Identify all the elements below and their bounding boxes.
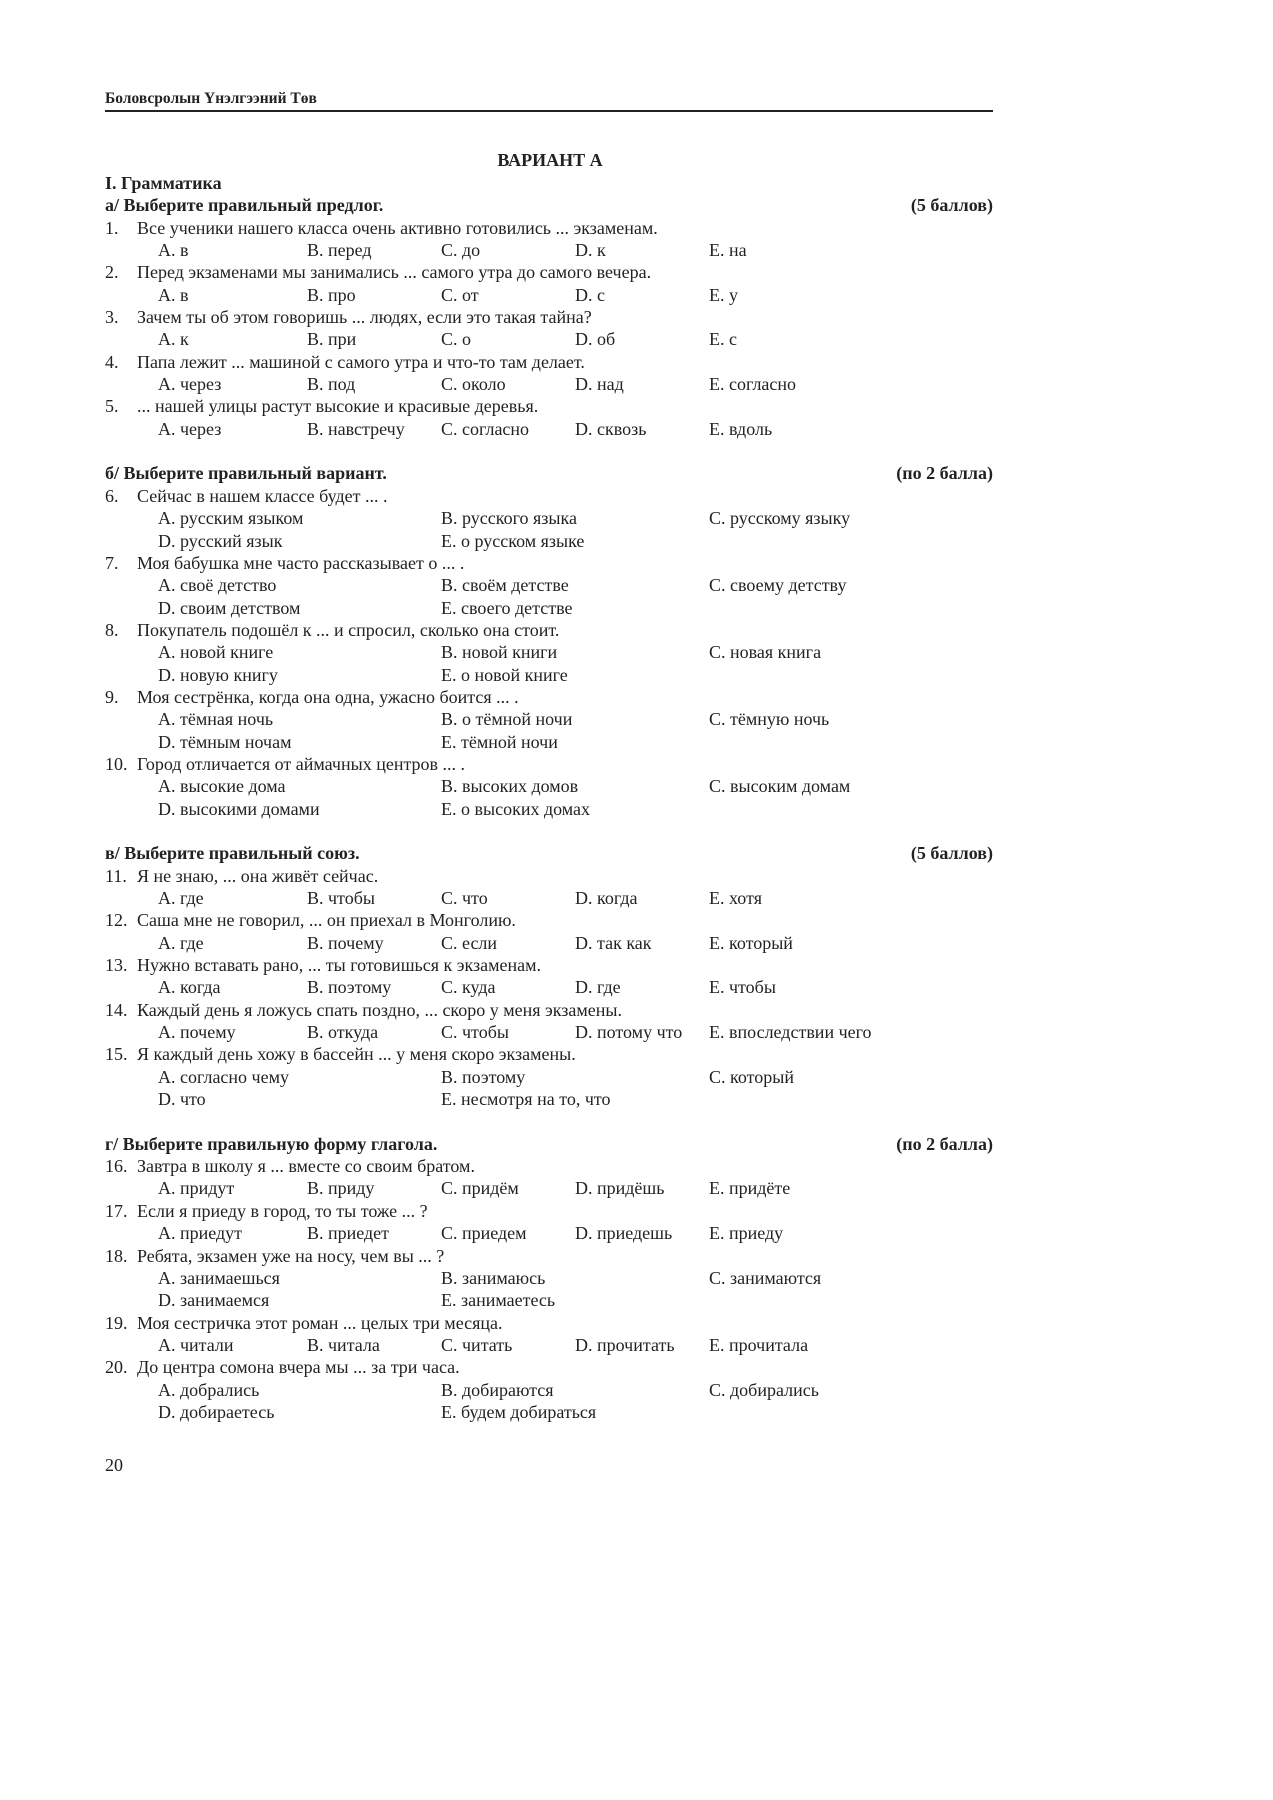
options-row — [105, 239, 993, 261]
question-text: Папа лежит ... машиной с самого утра и что-то там делает. — [137, 351, 585, 372]
answer-option: D. добираетесь — [158, 1401, 275, 1422]
options-row — [105, 731, 993, 753]
options-row — [105, 708, 993, 730]
answer-option: C. что — [441, 888, 488, 908]
question-text: Город отличается от аймачных центров ... . — [137, 753, 466, 774]
answer-option: A. читали — [158, 1334, 234, 1355]
answer-option: B. высоких домов — [441, 776, 579, 797]
section-points: (по 2 балла) — [896, 463, 993, 484]
answer-option: A. согласно чему — [158, 1066, 289, 1087]
answer-option: A. в — [158, 284, 189, 305]
section-title: г/ Выберите правильную форму глагола. — [105, 1133, 438, 1154]
question — [105, 954, 993, 976]
question-number: 12. — [105, 910, 128, 931]
answer-option: E. занимаетесь — [441, 1290, 556, 1311]
answer-option: C. придём — [441, 1178, 519, 1199]
question-text: Покупатель подошёл к ... и спросил, сколько она стоит. — [137, 619, 560, 640]
options-row — [105, 1222, 993, 1244]
blank-line — [105, 820, 993, 842]
answer-option: C. от — [441, 284, 479, 305]
answer-option: C. чтобы — [441, 1022, 509, 1043]
question — [105, 619, 993, 641]
question-number: 15. — [105, 1044, 128, 1065]
answer-option: C. согласно — [441, 418, 530, 439]
answer-option: E. на — [709, 240, 747, 261]
answer-option: B. русского языка — [441, 508, 577, 529]
question-number: 20. — [105, 1357, 128, 1378]
options-row — [105, 1267, 993, 1289]
question-number: 5. — [105, 396, 119, 417]
options-row — [105, 1088, 993, 1110]
section-points: (по 2 балла) — [896, 1133, 993, 1154]
answer-option: B. читала — [307, 1334, 380, 1355]
answer-option: C. приедем — [441, 1223, 527, 1244]
answer-option: D. над — [575, 374, 624, 395]
answer-option: D. прочитать — [575, 1334, 675, 1355]
options-row — [105, 798, 993, 820]
answer-option: D. своим детством — [158, 597, 301, 618]
answer-option: C. высоким домам — [709, 776, 851, 797]
question-number: 16. — [105, 1156, 128, 1177]
answer-option: C. русскому языку — [709, 508, 851, 529]
answer-option: E. тёмной ночи — [441, 731, 558, 752]
answer-option: C. до — [441, 240, 481, 261]
answer-option: A. где — [158, 932, 204, 953]
answer-option: B. поэтому — [307, 977, 392, 998]
question — [105, 552, 993, 574]
answer-option: E. с — [709, 329, 737, 350]
question — [105, 306, 993, 328]
answer-option: D. с — [575, 284, 605, 305]
blank-line — [105, 440, 993, 462]
answer-option: D. об — [575, 329, 616, 350]
section-title: б/ Выберите правильный вариант. — [105, 463, 387, 484]
question — [105, 753, 993, 775]
question — [105, 999, 993, 1021]
section-points: (5 баллов) — [910, 195, 993, 216]
answer-option: C. около — [441, 374, 506, 395]
question-text: ... нашей улицы растут высокие и красивые деревья. — [137, 396, 539, 417]
options-row — [105, 284, 993, 306]
answer-option: B. своём детстве — [441, 575, 569, 596]
question — [105, 485, 993, 507]
question — [105, 1245, 993, 1267]
section-heading — [105, 462, 993, 484]
answer-option: E. будем добираться — [441, 1401, 597, 1422]
answer-option: D. к — [575, 240, 606, 261]
answer-option: B. почему — [307, 932, 384, 953]
answer-option: A. через — [158, 374, 222, 395]
answer-option: B. при — [307, 329, 357, 350]
answer-option: D. новую книгу — [158, 664, 278, 685]
options-row — [105, 1334, 993, 1356]
answer-option: B. под — [307, 374, 356, 395]
answer-option: A. почему — [158, 1022, 236, 1043]
answer-option: A. тёмная ночь — [158, 709, 274, 730]
question-text: Моя бабушка мне часто рассказывает о ... . — [137, 552, 465, 573]
question-text: Нужно вставать рано, ... ты готовишься к экзаменам. — [137, 955, 541, 976]
question-text: Каждый день я ложусь спать поздно, ... скоро у меня экзамены. — [137, 999, 622, 1020]
options-row — [105, 932, 993, 954]
answer-option: E. своего детстве — [441, 597, 573, 618]
answer-option: A. добрались — [158, 1379, 260, 1400]
answer-option: E. приеду — [709, 1223, 784, 1244]
options-row — [105, 597, 993, 619]
answer-option: D. занимаемся — [158, 1290, 270, 1311]
answer-option: E. прочитала — [709, 1334, 809, 1355]
answer-option: A. новой книге — [158, 642, 274, 663]
answer-option: A. в — [158, 240, 189, 261]
answer-option: A. высокие дома — [158, 776, 286, 797]
question-text: Я каждый день хожу в бассейн ... у меня скоро экзамены. — [137, 1044, 576, 1065]
section-points: (5 баллов) — [910, 843, 993, 864]
answer-option: B. навстречу — [307, 418, 405, 439]
answer-option: C. если — [441, 932, 498, 953]
answer-option: E. чтобы — [709, 977, 776, 998]
answer-option: B. про — [307, 284, 356, 305]
answer-option: D. где — [575, 977, 621, 998]
question-text: Я не знаю, ... она живёт сейчас. — [137, 865, 379, 886]
question-number: 1. — [105, 217, 119, 238]
answer-option: A. своё детство — [158, 575, 277, 596]
answer-option: C. тёмную ночь — [709, 709, 830, 730]
variant-title: ВАРИАНТ А — [497, 150, 603, 170]
question-text: Моя сестричка этот роман ... целых три месяца. — [137, 1312, 503, 1333]
options-row — [105, 887, 993, 909]
question-text: Зачем ты об этом говоришь ... людях, если это такая тайна? — [137, 307, 592, 328]
answer-option: B. перед — [307, 240, 372, 261]
question-text: Саша мне не говорил, ... он приехал в Монголию. — [137, 910, 516, 931]
answer-option: C. новая книга — [709, 642, 822, 663]
answer-option: A. придут — [158, 1178, 235, 1199]
question-text: Моя сестрёнка, когда она одна, ужасно боится ... . — [137, 686, 519, 707]
answer-option: D. сквозь — [575, 418, 647, 439]
question — [105, 217, 993, 239]
answer-option: B. приду — [307, 1178, 375, 1199]
options-row — [105, 574, 993, 596]
section-title: в/ Выберите правильный союз. — [105, 843, 360, 864]
answer-option: D. потому что — [575, 1022, 683, 1043]
section-heading — [105, 842, 993, 864]
answer-option: C. своему детству — [709, 575, 847, 596]
answer-option: B. поэтому — [441, 1066, 526, 1087]
options-row — [105, 1289, 993, 1311]
question-number: 6. — [105, 485, 119, 506]
answer-option: A. приедут — [158, 1223, 243, 1244]
options-row — [105, 664, 993, 686]
answer-option: B. занимаюсь — [441, 1267, 546, 1288]
question-number: 8. — [105, 619, 119, 640]
test-content — [105, 172, 993, 1423]
question-number: 9. — [105, 686, 119, 707]
question — [105, 1312, 993, 1334]
question-number: 19. — [105, 1312, 128, 1333]
question-text: Если я приеду в город, то ты тоже ... ? — [137, 1200, 428, 1221]
answer-option: C. который — [709, 1066, 794, 1087]
options-row — [105, 1177, 993, 1199]
question-number: 3. — [105, 307, 119, 328]
question-number: 18. — [105, 1245, 128, 1266]
question — [105, 1200, 993, 1222]
page-number: 20 — [105, 1455, 123, 1475]
question — [105, 1155, 993, 1177]
answer-option: E. о новой книге — [441, 664, 568, 685]
answer-option: D. что — [158, 1089, 206, 1110]
question-text: Ребята, экзамен уже на носу, чем вы ... ? — [137, 1245, 445, 1266]
answer-option: B. новой книги — [441, 642, 558, 663]
answer-option: A. русским языком — [158, 508, 304, 529]
options-row — [105, 1021, 993, 1043]
answer-option: E. вдоль — [709, 418, 773, 439]
answer-option: E. согласно — [709, 374, 797, 395]
question — [105, 1356, 993, 1378]
answer-option: E. у — [709, 284, 738, 305]
options-row — [105, 418, 993, 440]
answer-option: B. приедет — [307, 1223, 390, 1244]
answer-option: E. хотя — [709, 888, 762, 908]
answer-option: E. впоследствии чего — [709, 1022, 872, 1043]
page-header: Боловсролын Үнэлгээний Төв — [105, 90, 993, 112]
options-row — [105, 976, 993, 998]
answer-option: A. к — [158, 329, 189, 350]
question-number: 13. — [105, 955, 128, 976]
options-row — [105, 1066, 993, 1088]
answer-option: B. добираются — [441, 1379, 554, 1400]
options-row — [105, 328, 993, 350]
answer-option: E. о русском языке — [441, 530, 585, 551]
answer-option: A. когда — [158, 977, 221, 998]
question — [105, 395, 993, 417]
answer-option: D. тёмным ночам — [158, 731, 292, 752]
answer-option: C. читать — [441, 1334, 513, 1355]
question-text: До центра сомона вчера мы ... за три часа. — [137, 1357, 460, 1378]
question — [105, 1043, 993, 1065]
question — [105, 909, 993, 931]
answer-option: D. когда — [575, 888, 638, 908]
options-row — [105, 641, 993, 663]
options-row — [105, 530, 993, 552]
answer-option: D. русский язык — [158, 530, 283, 551]
answer-option: C. о — [441, 329, 472, 350]
answer-option: C. куда — [441, 977, 496, 998]
blank-line — [105, 1110, 993, 1132]
section-heading — [105, 1133, 993, 1155]
answer-option: C. добирались — [709, 1379, 819, 1400]
question-number: 4. — [105, 351, 119, 372]
answer-option: E. несмотря на то, что — [441, 1089, 611, 1110]
options-row — [105, 1379, 993, 1401]
question — [105, 261, 993, 283]
answer-option: C. занимаются — [709, 1267, 822, 1288]
part-title: I. Грамматика — [105, 173, 222, 193]
question — [105, 686, 993, 708]
question-number: 11. — [105, 865, 127, 886]
question — [105, 865, 993, 887]
answer-option: D. приедешь — [575, 1223, 673, 1244]
question-number: 17. — [105, 1200, 128, 1221]
question-number: 10. — [105, 753, 128, 774]
options-row — [105, 373, 993, 395]
question-text: Все ученики нашего класса очень активно готовились ... экзаменам. — [137, 217, 658, 238]
answer-option: D. так как — [575, 932, 652, 953]
answer-option: B. откуда — [307, 1022, 379, 1043]
answer-option: D. высокими домами — [158, 798, 320, 819]
answer-option: E. придёте — [709, 1178, 791, 1199]
question-number: 7. — [105, 552, 119, 573]
answer-option: E. о высоких домах — [441, 798, 591, 819]
options-row — [105, 507, 993, 529]
question-text: Завтра в школу я ... вместе со своим братом. — [137, 1156, 475, 1177]
section-heading — [105, 194, 993, 216]
answer-option: A. занимаешься — [158, 1267, 280, 1288]
question — [105, 351, 993, 373]
question-text: Перед экзаменами мы занимались ... самого утра до самого вечера. — [137, 262, 652, 283]
section-title: а/ Выберите правильный предлог. — [105, 195, 384, 216]
question-text: Сейчас в нашем классе будет ... . — [137, 485, 388, 506]
options-row — [105, 1401, 993, 1423]
answer-option: B. чтобы — [307, 888, 375, 908]
question-number: 2. — [105, 262, 119, 283]
options-row — [105, 775, 993, 797]
question-number: 14. — [105, 999, 128, 1020]
answer-option: E. который — [709, 932, 793, 953]
answer-option: B. о тёмной ночи — [441, 709, 573, 730]
answer-option: D. придёшь — [575, 1178, 665, 1199]
answer-option: A. где — [158, 888, 204, 908]
answer-option: A. через — [158, 418, 222, 439]
